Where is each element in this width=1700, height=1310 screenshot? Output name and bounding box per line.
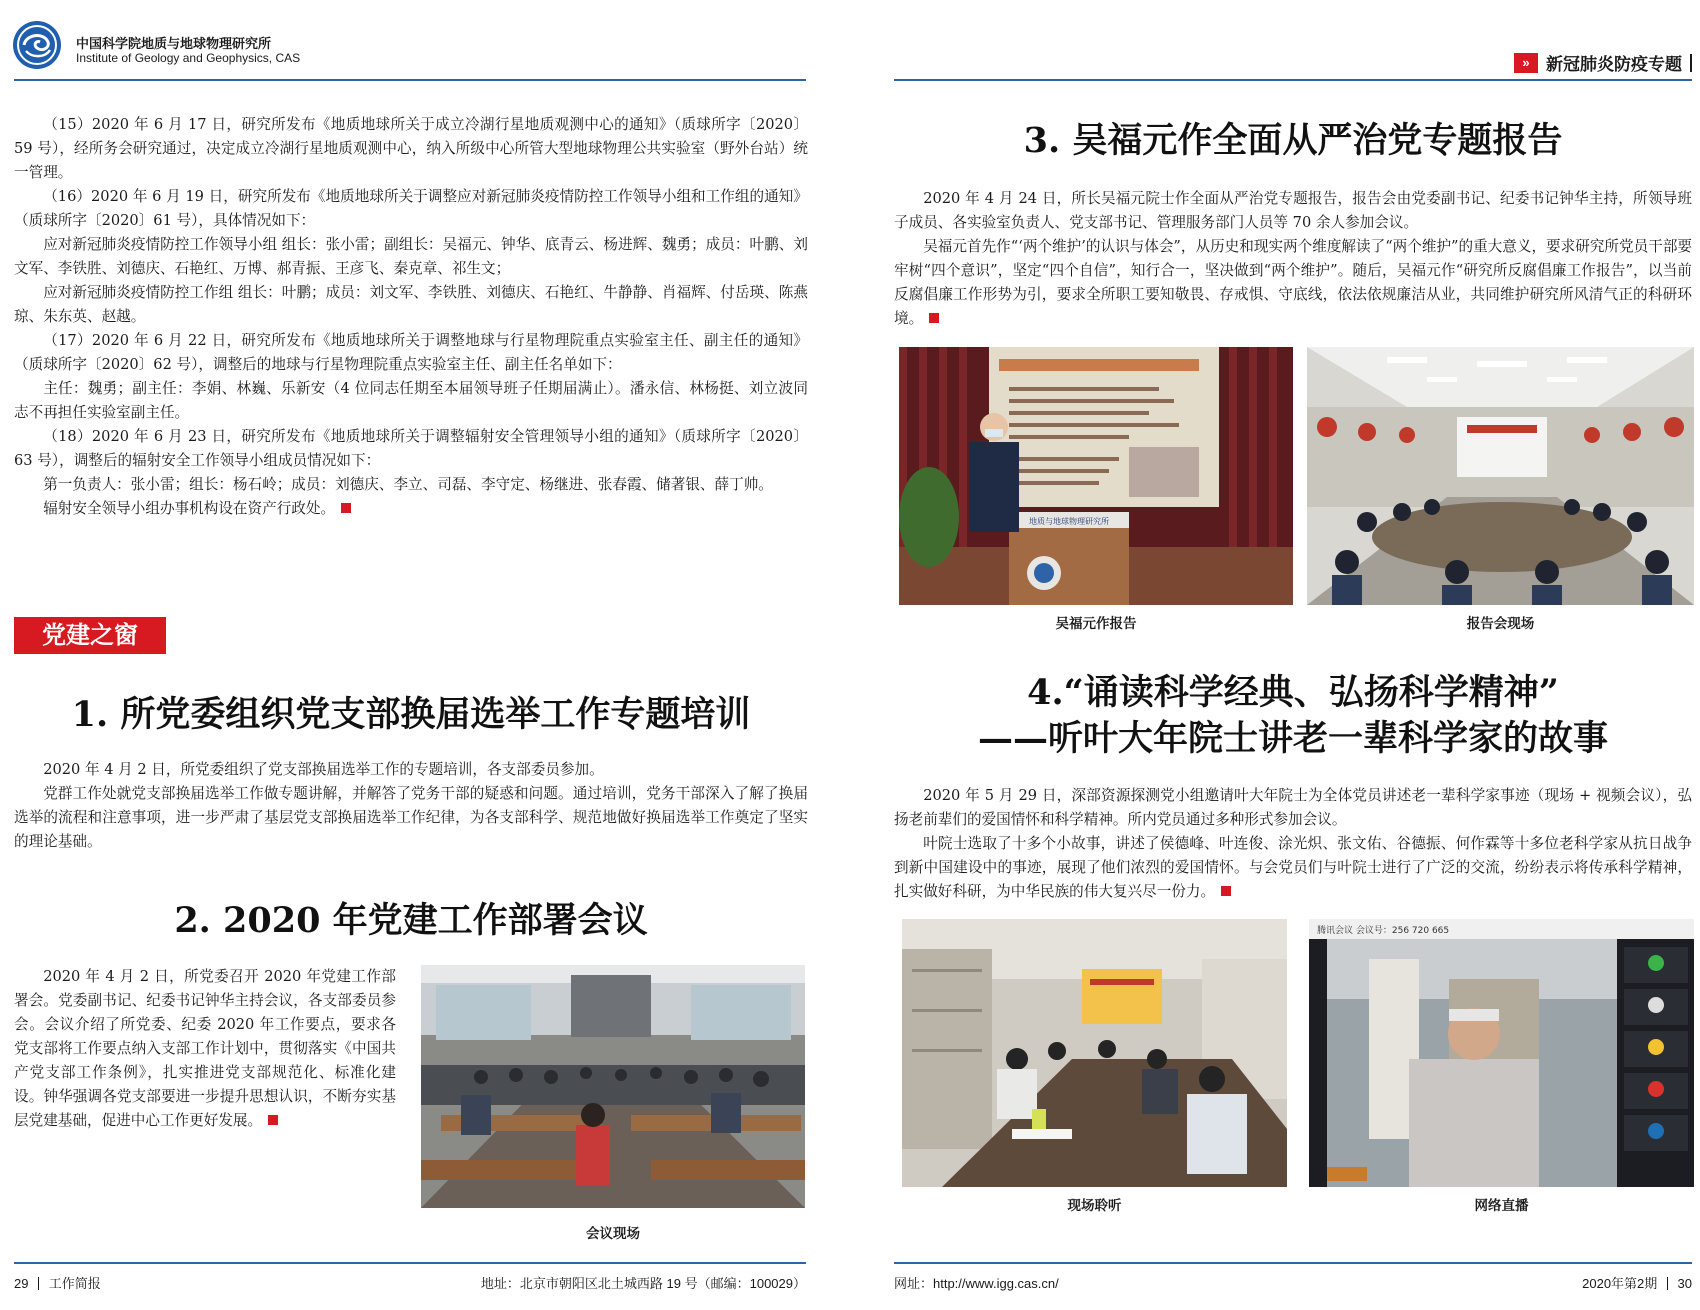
heading-4-line-2: ——听叶大年院士讲老一辈科学家的故事 xyxy=(977,718,1608,759)
page-number: 29 xyxy=(14,1276,29,1291)
section-1-body xyxy=(14,758,808,854)
institute-name-cn: 中国科学院地质与地球物理研究所 xyxy=(76,36,272,51)
heading-2: 2. 2020 年党建工作部署会议 xyxy=(174,900,648,941)
notice-paragraph: 主任：魏勇；副主任：李娟、林巍、乐新安（4 位同志任期至本届领导班子任期届满止）。潘永信、林杨挺、刘立波同志不再担任实验室副主任。 xyxy=(14,380,808,421)
end-mark-icon xyxy=(929,313,939,323)
publication-name: 工作简报 xyxy=(48,1276,101,1291)
section-3-body xyxy=(894,187,1692,331)
podium-sign: 地质与地球物理研究所 xyxy=(1029,517,1109,526)
footer-divider xyxy=(38,1277,39,1290)
footer-divider xyxy=(1667,1277,1668,1290)
notice-paragraph: （15）2020 年 6 月 17 日，研究所发布《地质地球所关于成立冷湖行星地质观测中心的通知》（质球所字〔2020〕59 号），经所务会研究通过，决定成立冷湖行星地质观测中心，纳入所级中心所管大型地球物理公共实验室（野外台站）统一管理。 xyxy=(14,116,808,181)
end-mark-icon xyxy=(268,1115,278,1125)
section-2-paragraph: 2020 年 4 月 2 日，所党委召开 2020 年党建工作部署会。党委副书记、纪委书记钟华主持会议，各支部委员参会。会议介绍了所党委、纪委 2020 年工作要点，要求各党支部将工作要点纳入支部工作计划中，贯彻落实《中国共产党支部工作条例》，扎实推进党支部规范化、标准化建设。钟华强调各党支部要进一步提升思想认识，不断夯实基层党建基础，促进中心工作更好发展。 xyxy=(14,968,396,1129)
topic-label xyxy=(1514,50,1692,75)
topic-title: 新冠肺炎防疫专题 xyxy=(1546,55,1682,74)
issue-label: 2020年第2期 xyxy=(1582,1276,1658,1291)
photo-caption: 网络直播 xyxy=(1474,1198,1529,1214)
footer-rule xyxy=(894,1262,1692,1264)
section-2-body xyxy=(14,965,396,1133)
footer-left xyxy=(14,1273,101,1292)
speaker-photo xyxy=(899,347,1293,605)
notice-list xyxy=(14,113,808,521)
photo-caption: 会议现场 xyxy=(586,1226,640,1242)
heading-1: 1. 所党委组织党支部换届选举工作专题培训 xyxy=(71,694,751,735)
institute-name-en: Institute of Geology and Geophysics, CAS xyxy=(76,51,301,65)
footer-rule xyxy=(14,1262,806,1264)
header-rule xyxy=(894,79,1692,81)
meeting-id-bar: 腾讯会议 会议号：256 720 665 xyxy=(1317,926,1450,936)
end-mark-icon xyxy=(341,503,351,513)
photo-caption: 吴福元作报告 xyxy=(1055,616,1137,632)
notice-paragraph: 应对新冠肺炎疫情防控工作领导小组 组长：张小雷；副组长：吴福元、钟华、底青云、杨进辉、魏勇；成员：叶鹏、刘文军、李铁胜、刘德庆、石艳红、万博、郝青振、王彦飞、秦克章、祁生文； xyxy=(14,236,808,277)
right-page xyxy=(850,0,1700,1310)
end-mark-icon xyxy=(1221,886,1231,896)
onsite-photo xyxy=(902,919,1287,1187)
photo-caption: 现场聆听 xyxy=(1067,1198,1122,1214)
notice-paragraph-last: 辐射安全领导小组办事机构设在资产行政处。 xyxy=(14,497,808,521)
notice-paragraph: （16）2020 年 6 月 19 日，研究所发布《地质地球所关于调整应对新冠肺炎疫情防控工作领导小组和工作组的通知》（质球所字〔2020〕61 号），具体情况如下： xyxy=(14,188,808,229)
section-3-paragraph: 吴福元首先作“‘两个维护’的认识与体会”，从历史和现实两个维度解读了“两个维护”的重大意义，要求研究所党员干部要牢树“四个意识”，坚定“四个自信”，知行合一，坚决做到“两个维护”。随后，吴福元作“研究所反腐倡廉工作报告”，以当前反腐倡廉工作形势为引，要求全所职工要知敬畏、存戒惧、守底线，依法依规廉洁从业，共同维护研究所风清气正的科研环境。 xyxy=(894,238,1693,327)
section-1-paragraph: 2020 年 4 月 2 日，所党委组织了党支部换届选举工作的专题培训，各支部委员参加。 xyxy=(43,761,604,778)
section-4-body xyxy=(894,784,1692,904)
footer-url: 网址：http://www.igg.cas.cn/ xyxy=(894,1276,1059,1291)
section-1-paragraph: 党群工作处就党支部换届选举工作做专题讲解，并解答了党务干部的疑惑和问题。通过培训，党务干部深入了解了换届选举的流程和注意事项，进一步严肃了基层党支部换届选举工作纪律，为各支部科学、规范地做好换届选举工作奠定了坚实的理论基础。 xyxy=(14,785,808,850)
section-4-paragraph: 2020 年 5 月 29 日，深部资源探测党小组邀请叶大年院士为全体党员讲述老一辈科学家事迹（现场 + 视频会议），弘扬老前辈们的爱国情怀和科学精神。所内党员通过多种形式参加会议。 xyxy=(894,787,1692,828)
double-chevron-icon: » xyxy=(1514,53,1538,73)
footer-right xyxy=(1582,1273,1692,1292)
institute-logo-icon xyxy=(12,20,62,70)
section-3-paragraph: 2020 年 4 月 24 日，所长吴福元院士作全面从严治党专题报告，报告会由党委副书记、纪委书记钟华主持，所领导班子成员、各实验室负责人、党支部书记、管理服务部门人员等 70 余人参加会议。 xyxy=(894,190,1692,231)
topic-divider xyxy=(1690,54,1692,72)
heading-4-line-1: 4.“诵读科学经典、弘扬科学精神” xyxy=(1027,672,1559,713)
video-meeting-photo xyxy=(1309,919,1694,1187)
page-number: 30 xyxy=(1677,1276,1692,1291)
notice-paragraph: 应对新冠肺炎疫情防控工作组 组长：叶鹏；成员：刘文军、李铁胜、刘德庆、石艳红、牛静静、肖福辉、付岳瑛、陈燕琼、朱东英、赵越。 xyxy=(14,284,808,325)
footer-address: 地址：北京市朝阳区北土城西路 19 号（邮编：100029） xyxy=(480,1276,806,1291)
notice-paragraph: （17）2020 年 6 月 22 日，研究所发布《地质地球所关于调整地球与行星物理院重点实验室主任、副主任的通知》（质球所字〔2020〕62 号），调整后的地球与行星物理院重点实验室主任、副主任名单如下： xyxy=(14,332,808,373)
meeting-photo xyxy=(421,965,805,1208)
notice-paragraph: （18）2020 年 6 月 23 日，研究所发布《地质地球所关于调整辐射安全管理领导小组的通知》（质球所字〔2020〕63 号），调整后的辐射安全工作领导小组成员情况如下： xyxy=(14,428,808,469)
heading-3: 3. 吴福元作全面从严治党专题报告 xyxy=(1023,120,1563,161)
header-rule xyxy=(14,79,806,81)
notice-paragraph: 第一负责人：张小雷；组长：杨石岭；成员：刘德庆、李立、司磊、李守定、杨继进、张春霞、储著银、薛丁帅。 xyxy=(43,476,773,493)
photo-caption: 报告会现场 xyxy=(1466,616,1535,632)
section-tag: 党建之窗 xyxy=(14,617,166,654)
section-4-paragraph: 叶院士选取了十多个小故事，讲述了侯德峰、叶连俊、涂光炽、张文佑、谷德振、何作霖等十多位老科学家从抗日战争到新中国建设中的事迹，展现了他们浓烈的爱国情怀。与会党员们与叶院士进行了广泛的交流，纷纷表示将传承科学精神，扎实做好科研，为中华民族的伟大复兴尽一份力。 xyxy=(894,835,1692,900)
meeting-hall-photo xyxy=(1307,347,1694,605)
